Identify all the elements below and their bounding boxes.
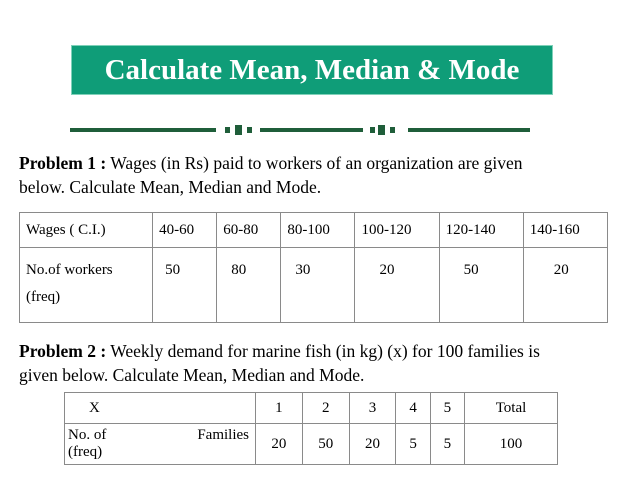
problem2-text [19, 339, 540, 387]
table-cell: 80-100 [281, 213, 355, 248]
fish-demand-table [64, 392, 558, 465]
divider-dot-6 [390, 127, 395, 133]
table-cell [20, 248, 153, 323]
problem1-line1: Wages (in Rs) paid to workers of an organization are given [106, 153, 523, 173]
divider-dot-1 [225, 127, 230, 133]
table-cell: Total [465, 393, 558, 424]
table-row [20, 213, 608, 248]
table-cell: 80 [217, 248, 281, 323]
row-label-line2: (freq) [68, 444, 103, 460]
divider-dot-4 [370, 127, 375, 133]
table-cell [65, 424, 256, 465]
row-label-line2: (freq) [26, 289, 61, 305]
divider-dot-5 [378, 125, 385, 135]
table-cell: Wages ( C.I.) [20, 213, 153, 248]
table-cell: 120-140 [439, 213, 523, 248]
table-cell: 30 [281, 248, 355, 323]
row-label-part1: No. of [68, 427, 107, 443]
table-cell: 60-80 [217, 213, 281, 248]
table-cell: 4 [396, 393, 430, 424]
table-cell: 50 [302, 424, 349, 465]
divider-dot-3 [247, 127, 252, 133]
problem2-line2: given below. Calculate Mean, Median and Mode. [19, 365, 365, 385]
row-label-line1: No.of workers [26, 262, 113, 278]
table-cell: 50 [153, 248, 217, 323]
table-cell: 3 [349, 393, 396, 424]
page-title: Calculate Mean, Median & Mode [104, 53, 520, 86]
table-row [65, 393, 558, 424]
problem2-label: Problem 2 : [19, 341, 107, 361]
table-cell: X [65, 393, 256, 424]
table-row [20, 248, 608, 323]
table-cell: 5 [430, 424, 464, 465]
problem2-line1: Weekly demand for marine fish (in kg) (x) for 100 families is [106, 341, 540, 361]
table-cell: 100-120 [355, 213, 439, 248]
table-cell: 1 [256, 393, 303, 424]
table-cell: 5 [396, 424, 430, 465]
table-cell: 20 [523, 248, 607, 323]
table-cell: 20 [355, 248, 439, 323]
problem1-line2: below. Calculate Mean, Median and Mode. [19, 177, 322, 197]
problem1-text [19, 151, 523, 199]
table-cell: 100 [465, 424, 558, 465]
divider-bar-1 [70, 128, 216, 132]
table-cell: 20 [349, 424, 396, 465]
wages-table [19, 212, 608, 323]
divider-dot-2 [235, 125, 242, 135]
divider-bar-2 [260, 128, 363, 132]
table-cell: 5 [430, 393, 464, 424]
table-cell: 50 [439, 248, 523, 323]
row-label-part2: Families [197, 427, 249, 443]
table-cell: 140-160 [523, 213, 607, 248]
decorative-divider [70, 125, 530, 135]
table-cell: 20 [256, 424, 303, 465]
title-banner [71, 45, 553, 95]
divider-bar-3 [408, 128, 530, 132]
table-row [65, 424, 558, 465]
table-cell: 40-60 [153, 213, 217, 248]
table-cell: 2 [302, 393, 349, 424]
problem1-label: Problem 1 : [19, 153, 107, 173]
